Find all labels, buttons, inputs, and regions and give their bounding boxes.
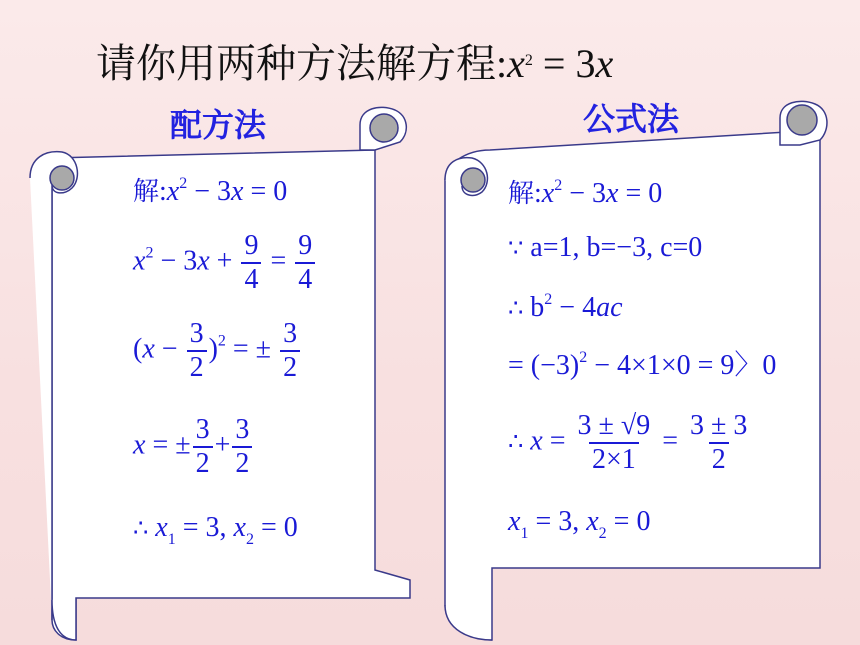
left-line-3: (x − $\frac{3}{2}$ )$^2$ = ± $\frac{3}{2}$ — [133, 320, 302, 382]
right-line-1: 解$:x^2 - 3x = 0$ — [508, 177, 663, 209]
left-line-5: ∴ $x_1 = 3$, $x_2 = 0$ — [133, 512, 298, 548]
left-line-2: $x^2 - 3x$ + $\frac{9}{4}$ = $\frac{9}{4}$ — [133, 232, 317, 294]
title-equation: $:x^2 = 3x$ — [496, 41, 614, 86]
right-line-5: ∴ x = $\frac{3 \pm √9}{2\times 1}$ = $\frac{3 \pm 3}{2}$ — [508, 410, 748, 475]
left-line-4: x = ± $\frac{3}{2}$ + $\frac{3}{2}$ — [133, 416, 254, 478]
right-heading: 公式法 — [583, 100, 680, 138]
left-line-1: 解$:x^2 - 3x = 0$ — [133, 175, 288, 207]
left-heading: 配方法 — [170, 106, 267, 144]
right-line-2: ∵ a=1, b=−3, c=0 — [508, 232, 703, 263]
right-line-4: = $(-3)^2 - 4\times 1\times 0 = 9$〉0 — [508, 349, 777, 381]
title-text: 请你用两种方法解方程 — [96, 41, 496, 87]
right-line-3: ∴ $b^2 - 4ac$ — [508, 291, 623, 323]
right-line-6: $x_1 = 3$, $x_2 = 0$ — [508, 506, 651, 542]
